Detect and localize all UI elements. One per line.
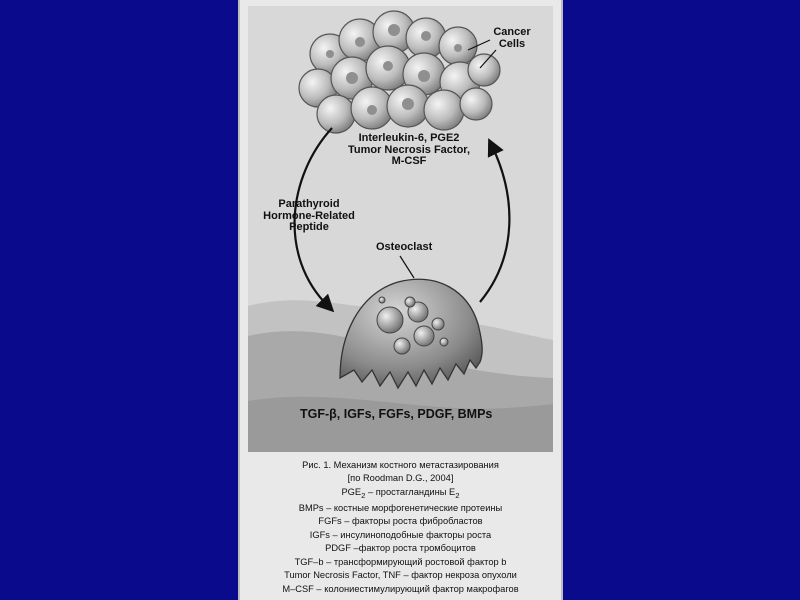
caption-title: Рис. 1. Механизм костного метастазирования bbox=[302, 460, 499, 470]
caption-pge-definition: – простагландины E bbox=[365, 486, 456, 497]
caption-line: PDGF –фактор роста тромбоцитов bbox=[325, 543, 476, 554]
pthrp-label bbox=[256, 199, 362, 234]
cancer-cell bbox=[460, 88, 492, 120]
bone-metastasis-figure bbox=[248, 6, 553, 452]
cytokines-label bbox=[344, 133, 474, 168]
caption-source: [по Roodman D.G., 2004] bbox=[347, 473, 454, 484]
caption-pge-def-subscript: 2 bbox=[455, 490, 460, 500]
cancer-cell bbox=[424, 90, 464, 130]
cytokines-line: Interleukin-6, PGE2 bbox=[358, 132, 460, 144]
cancer-cell bbox=[317, 95, 355, 133]
caption-line: TGF–b – трансформирующий ростовой фактор b bbox=[294, 556, 507, 567]
cancer-cells-label: Cancer Cells bbox=[493, 26, 531, 50]
caption-line: BMPs – костные морфогенетические протеины bbox=[298, 503, 503, 514]
caption-pge-term: PGE bbox=[341, 486, 362, 497]
caption-line: Tumor Necrosis Factor, TNF – фактор некроза опухоли bbox=[284, 570, 517, 581]
pthrp-line: Parathyroid bbox=[278, 198, 340, 210]
cytokines-line: M-CSF bbox=[391, 155, 427, 168]
caption-line: M–CSF – колониестимулирующий фактор макрофагов bbox=[282, 583, 519, 594]
caption-line: IGFs – инсулиноподобные факторы роста bbox=[309, 529, 492, 540]
caption-pge-subscript: 2 bbox=[361, 490, 366, 500]
osteoclast-label: Osteoclast bbox=[376, 241, 433, 253]
cancer-cell bbox=[468, 54, 500, 86]
figure-caption bbox=[248, 459, 553, 596]
cytokines-line: Tumor Necrosis Factor, bbox=[347, 143, 471, 156]
pthrp-line: Hormone-Related bbox=[263, 209, 355, 222]
slide-panel bbox=[238, 0, 563, 600]
growth-factors-label: TGF-β, IGFs, FGFs, PDGF, BMPs bbox=[300, 407, 493, 421]
caption-pge-line bbox=[248, 486, 553, 502]
pthrp-line: Peptide bbox=[289, 221, 329, 234]
caption-line: FGFs – факторы роста фибробластов bbox=[318, 516, 483, 527]
